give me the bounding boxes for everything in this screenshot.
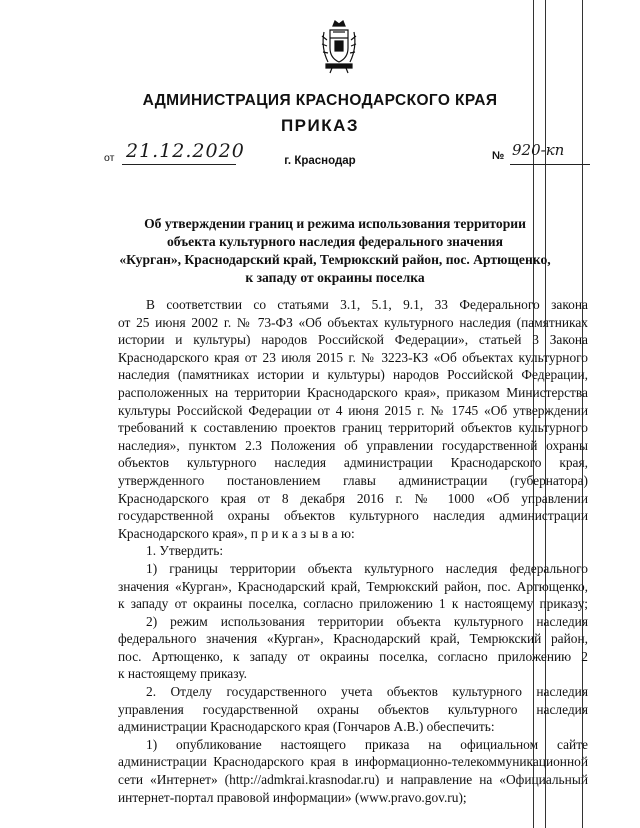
body-line: управления государственной охраны объектов культурного наследия xyxy=(118,701,588,717)
title-line: Об утверждении границ и режима использования территории xyxy=(144,216,526,231)
body-line: интернет-портал правовой информации» (www.pravo.gov.ru); xyxy=(118,789,467,805)
body-line: Краснодарского края», п р и к а з ы в а ю: xyxy=(118,525,355,541)
body-line: 2. Отделу государственного учета объектов культурного наследия xyxy=(146,684,588,700)
body-line: Краснодарского края от 23 июля 2015 г. № 3223-КЗ «Об объектах культурного xyxy=(118,349,588,365)
body-line: объектов культурного наследия администрации Краснодарского края, xyxy=(118,455,588,471)
city: г. Краснодар xyxy=(284,155,356,167)
body-line: наследия», пунктом 2.3 Положения об управлении государственной охраны xyxy=(118,437,588,453)
document-title xyxy=(115,215,555,287)
krasnodar-coat-of-arms-icon xyxy=(318,18,360,74)
document-body xyxy=(118,296,588,806)
body-line: 1. Утвердить: xyxy=(146,543,224,559)
handwritten-date: 21.12.2020 xyxy=(126,140,245,162)
date-prefix: от xyxy=(104,152,115,164)
number-prefix: № xyxy=(492,150,505,162)
body-line: В соответствии со статьями 3.1, 5.1, 9.1, 33 Федерального закона xyxy=(146,297,588,312)
title-line: к западу от окраины поселка xyxy=(245,270,425,285)
body-line: государственной охраны объектов культурного наследия администрации xyxy=(118,508,588,524)
body-line: значения «Курган», Краснодарский край, Темрюкский район, пос. Артющенко, xyxy=(118,578,588,594)
body-line: сети «Интернет» (http://admkrai.krasnodar.ru) и направление на «Официальный xyxy=(118,772,588,788)
body-line: к западу от окраины поселка, согласно приложению 1 к настоящему приказу; xyxy=(118,596,588,612)
body-line: к настоящему приказу. xyxy=(118,666,247,682)
title-line: «Курган», Краснодарский край, Темрюкский район, пос. Артющенко, xyxy=(119,252,551,267)
body-line: культуры Российской Федерации от 4 июня 2015 г. № 1745 «Об утверждении xyxy=(118,402,588,418)
body-line: 1) границы территории объекта культурного наследия федерального xyxy=(146,560,588,576)
title-line: объекта культурного наследия федерального значения xyxy=(167,234,503,249)
body-line: утвержденного постановлением главы администрации (губернатора) xyxy=(118,472,588,488)
body-line: истории и культуры) народов Российской Федерации», статьей 3 Закона xyxy=(118,332,588,348)
organization-name: АДМИНИСТРАЦИЯ КРАСНОДАРСКОГО КРАЯ xyxy=(142,92,498,109)
body-line: федерального значения «Курган», Краснодарский край, Темрюкский район, xyxy=(118,631,588,647)
body-line: администрации Краснодарского края (Гончаров А.В.) обеспечить: xyxy=(118,719,495,735)
body-line: 2) режим использования территории объекта культурного наследия xyxy=(146,613,588,629)
body-line: наследия (памятниках истории и культуры) народов Российской Федерации, xyxy=(118,367,588,383)
body-line: пос. Артющенко, к западу от окраины поселка, согласно приложению 2 xyxy=(118,648,588,664)
body-line: от 25 июня 2002 г. № 73-ФЗ «Об объектах культурного наследия (памятниках xyxy=(118,314,588,330)
body-line: требований к составлению проектов границ территорий объектов культурного xyxy=(118,420,588,436)
handwritten-number: 920-кп xyxy=(512,141,565,159)
body-line: расположенных на территории Краснодарского края», приказом Министерства xyxy=(118,384,588,400)
document-type: ПРИКАЗ xyxy=(280,116,360,135)
body-line: Краснодарского края от 8 декабря 2016 г. № 1000 «Об управлении xyxy=(118,490,588,506)
body-line: 1) опубликование настоящего приказа на официальном сайте xyxy=(146,736,588,752)
body-line: администрации Краснодарского края в информационно-телекоммуникационной xyxy=(118,754,588,770)
